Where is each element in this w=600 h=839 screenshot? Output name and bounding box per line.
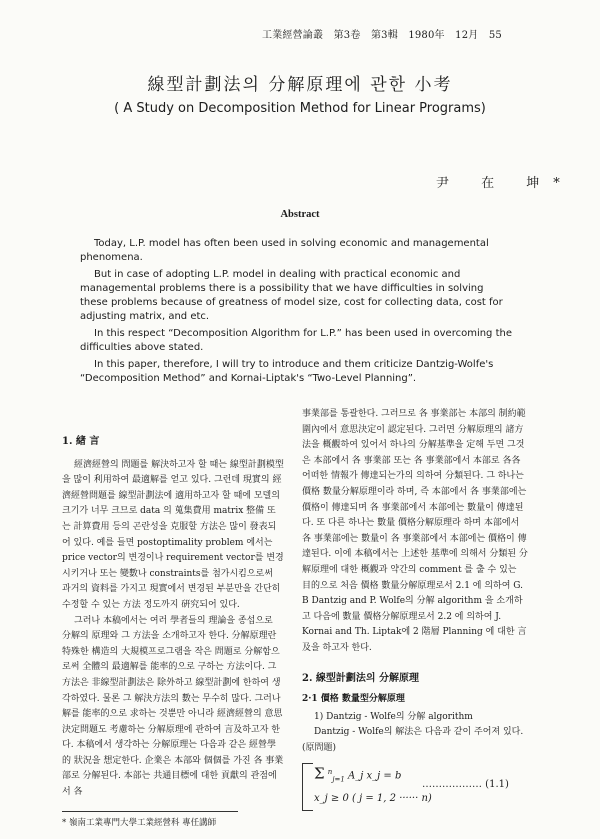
equation-number: ……………… (1.1) <box>422 779 509 791</box>
month: 12月 <box>455 30 479 41</box>
body-paragraph: 事業部를 통괄한다. 그러므로 各 事業部는 本部의 制約範圍內에서 意思決定이 認定된다. 그러면 分解原理의 諸方法을 概觀하여 있어서 하나의 分解基準을 定해 두면 그것은 本部에서 各 事業部 또는 各 事業部에서 本部로 各各 어떠한 情報가 傳達되는가의 의하여 分類된다. 그 하나는 價格 數量分解原理이라 하며, 즉 本部에서 各 事業部에는 價格이 傳達되며 各 事業部에서 本部에는 數量이 傳達된다. 또 다른 하나는 數量 價格分解原理라 하며 本部에서 各 事業部에는 數量이 各 事業部에서 本部에는 價格이 傳達된다. 이에 本稿에서는 上述한 基準에 의해서 分類된 分解原理에 대한 概觀과 약간의 comment 를 출 수 있는 目的으로 처음 價格 數量分解原理로서 2.1 에 의하여 G. B Dantzig and P. Wolfe의 分解 algorithm 을 소개하고 다음에 數量 價格分解原理로서 2.2 에 의하여 J. Kornai and Th. Liptak에 2 階層 Planning 에 대한 言及을 하고자 한다. <box>302 409 528 653</box>
abstract-paragraph: But in case of adopting L.P. model in dealing with practical economic and managemental problems there is a possibility that we have difficulties in solving these problems because of greatness of model size, cost for collecting data, cost for adjusting matrix, and etc. <box>80 269 503 322</box>
abstract-paragraph: Today, L.P. model has often been used in solving economic and managemental phenomena. <box>80 238 489 263</box>
equation-constraint <box>314 765 401 788</box>
equation-text: A_j x_j = b <box>348 770 402 782</box>
footnote-divider <box>62 811 238 812</box>
volume: 第3卷 <box>333 30 361 41</box>
subsection-heading: 2·1 價格 數量型分解原理 <box>302 694 405 705</box>
formula-bracket <box>302 763 313 811</box>
abstract-heading: Abstract <box>280 209 320 220</box>
section-heading-introduction: 1. 緖 言 <box>62 436 100 447</box>
right-column <box>302 407 528 813</box>
abstract-paragraph: In this paper, therefore, I will try to introduce and them criticize Dantzig-Wolfe's “Decomposition Method” and Kornai-Liptak's “Two-Level Planning”. <box>80 359 494 384</box>
abstract-body <box>80 237 512 389</box>
issue: 第3輯 <box>370 30 398 41</box>
sum-upper-limit: n <box>327 768 333 777</box>
equation-nonnegativity: x_j ≥ 0 ( j = 1, 2 ······ n) <box>314 793 432 805</box>
formula-block <box>302 759 528 813</box>
left-column <box>62 434 284 801</box>
sum-lower-limit: j=1 <box>332 775 345 784</box>
body-paragraph: 1) Dantzig - Wolfe의 分解 algorithm <box>314 711 473 722</box>
year: 1980年 <box>408 30 445 41</box>
section-heading-decomposition: 2. 線型計劃法의 分解原理 <box>302 672 420 684</box>
body-paragraph: 經濟經營의 問題를 解決하고자 할 때는 線型計劃模型을 많이 利用하여 最適解를 얻고 있다. 그런데 現實의 經濟經營問題를 線型計劃法에 適用하고자 할 때에 모델의 크기가 너무 크므로 data 의 蒐集費用 matrix 整備 또는 計算費用 등의 곤란성을 克服할 方法은 많이 發表되어 있다. 예를 들면 postoptimality problem 에서는 price vector의 변경이나 requirement vector를 변경시키거나 또는 變數나 constraints를 첨가시킴으로써 과거의 資料를 가지고 現實에서 변경된 부분만을 간단히 수정할 수 있는 方法 정도까지 硏究되어 있다. <box>62 459 284 610</box>
paper-title-korean: 線型計劃法의 分解原理에 관한 小考 <box>147 75 453 95</box>
paper-title-english: ( A Study on Decomposition Method for Linear Programs) <box>114 101 486 116</box>
body-paragraph: 그러나 本稿에서는 여러 學者들의 理論을 종섭으로 分解의 原理와 그 方法을 소개하고자 한다. 分解原理란 特殊한 構造의 大規模프로그램을 작은 問題로 分解함으로써 全體의 最適解를 能率的으로 구하는 方法이다. 그 方法은 非線型計劃法은 除外하고 線型計劃에 한하여 생각하였다. 물론 그 解決方法의 數는 무수히 많다. 그러나 解를 能率的으로 求하는 것뿐만 아니라 經濟經營의 意思決定問題도 考慮하는 分解原理에 관하여 言及하고자 한다. 本稿에서 생각하는 分解原理는 다음과 같은 經營學的 狀況을 想定한다. 企業은 本部와 個個를 가진 各 事業部로 分解된다. 本部는 共通目標에 대한 貢獻의 관점에서 各 <box>62 615 284 798</box>
abstract-paragraph: In this respect “Decomposition Algorithm for L.P.” has been used in overcoming the difficulties above stated. <box>80 328 512 353</box>
body-paragraph: Dantzig - Wolfe의 解法은 다음과 같이 주어져 있다. <box>314 727 524 738</box>
author-name: 尹 在 坤* <box>436 176 574 191</box>
footnote: * 嶺南工業專門大學工業經營科 專任講師 <box>62 818 217 828</box>
running-header <box>262 26 562 41</box>
journal-name: 工業經營論叢 <box>262 30 324 41</box>
page-number: 55 <box>488 30 502 41</box>
problem-label: (原問題) <box>302 742 337 753</box>
summation-symbol: Σ <box>314 764 325 783</box>
